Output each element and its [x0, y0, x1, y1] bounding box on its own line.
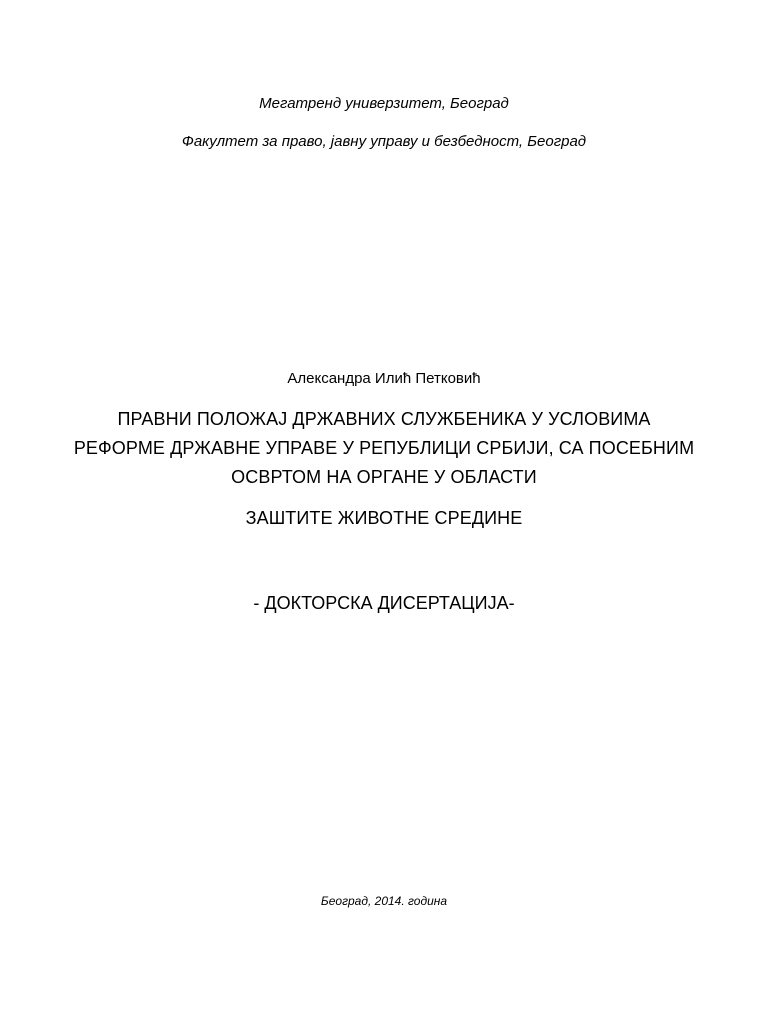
- dissertation-title-line-4: ЗАШТИТЕ ЖИВОТНЕ СРЕДИНЕ: [245, 508, 523, 528]
- dissertation-title-line-1: ПРАВНИ ПОЛОЖАЈ ДРЖАВНИХ СЛУЖБЕНИКА У УСЛОВИМА: [117, 409, 651, 429]
- dissertation-title-line-2: РЕФОРМЕ ДРЖАВНЕ УПРАВЕ У РЕПУБЛИЦИ СРБИЈИ, СА ПОСЕБНИМ: [73, 438, 695, 458]
- dissertation-title-line-3: ОСВРТОМ НА ОРГАНЕ У ОБЛАСТИ: [231, 467, 537, 487]
- document-type: - ДОКТОРСКА ДИСЕРТАЦИЈА-: [253, 593, 515, 613]
- faculty-name: Факултет за право, јавну управу и безбедност, Београд: [181, 133, 587, 150]
- place-and-date: Београд, 2014. година: [320, 894, 448, 908]
- author-name: Александра Илић Петковић: [287, 370, 481, 387]
- university-name: Мегатренд универзитет, Београд: [259, 95, 509, 112]
